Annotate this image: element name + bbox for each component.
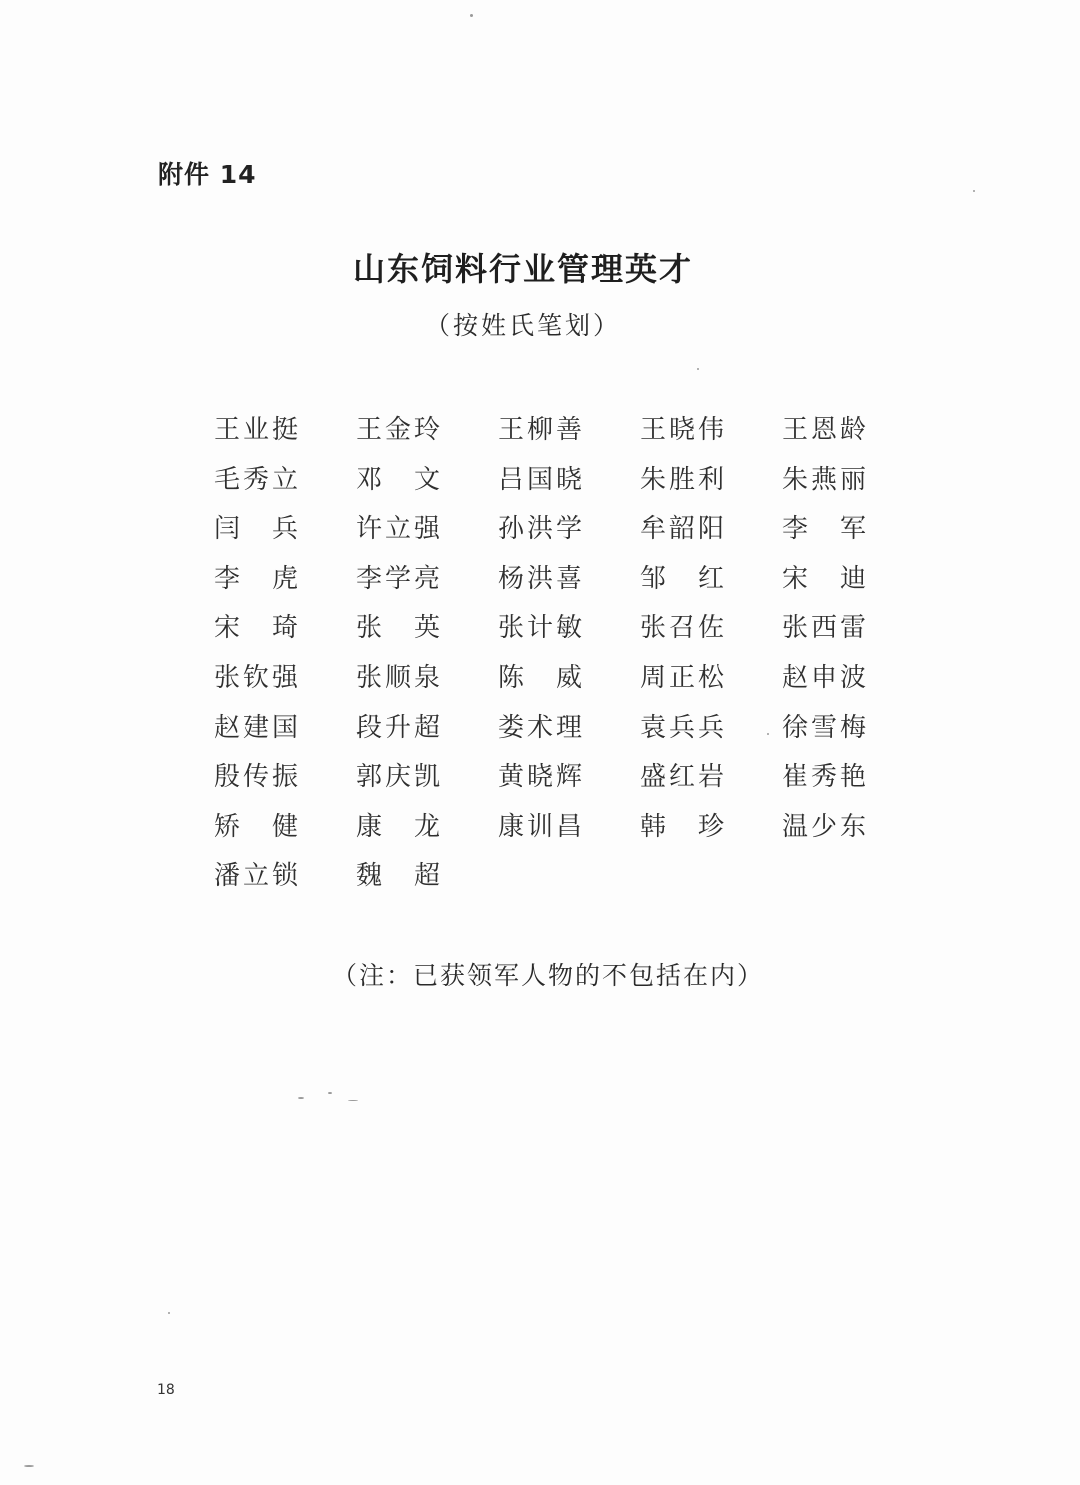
name-entry: 张 西 雷: [782, 613, 866, 644]
name-entry: 陈 威: [498, 662, 582, 693]
scan-speck: [697, 368, 699, 370]
name-entry: 矫 健: [214, 811, 298, 842]
name-entry: 宋 迪: [782, 563, 866, 594]
name-entry: 邓 文: [356, 464, 440, 495]
name-entry: 康 龙: [356, 811, 440, 842]
name-entry: 孙 洪 学: [498, 514, 582, 545]
page-number: 18: [157, 1382, 175, 1398]
name-entry: 杨 洪 喜: [498, 563, 582, 594]
name-entry: 张 顺 泉: [356, 662, 440, 693]
name-entry: 王 金 玲: [356, 415, 440, 445]
scan-speck: [298, 1097, 304, 1099]
name-entry: 潘 立 锁: [214, 861, 298, 892]
document-note: （注：已获领军人物的不包括在内）: [331, 961, 764, 990]
name-entry: 朱 胜 利: [640, 464, 724, 495]
name-entry: 邹 红: [640, 563, 724, 594]
document-title: 山东饲料行业管理英才: [352, 250, 693, 288]
name-entry: 段 升 超: [356, 712, 440, 743]
name-entry: 崔 秀 艳: [782, 762, 866, 793]
document-subtitle: （按姓氏笔划）: [424, 311, 621, 340]
name-entry: 王 柳 善: [498, 415, 582, 445]
name-entry: 盛 红 岩: [640, 762, 724, 793]
scan-speck: [973, 190, 975, 192]
name-entry: 娄 术 理: [498, 712, 582, 743]
name-entry: 徐 雪 梅: [782, 712, 866, 743]
name-entry: 许 立 强: [356, 514, 440, 545]
name-entry: 王 业 挺: [214, 415, 298, 445]
name-entry: 温 少 东: [782, 811, 866, 842]
name-entry: 赵 申 波: [782, 662, 866, 693]
scan-speck: [168, 1312, 170, 1314]
scan-speck: [767, 733, 769, 735]
names-list: [214, 410, 924, 906]
scan-speck: [348, 1100, 358, 1101]
name-entry: 韩 珍: [640, 811, 724, 842]
scan-speck: [24, 1465, 34, 1467]
name-entry: 张 英: [356, 613, 440, 644]
name-entry: 魏 超: [356, 861, 440, 892]
name-entry: 袁 兵 兵: [640, 712, 724, 743]
name-entry: 郭 庆 凯: [356, 762, 440, 793]
name-entry: 殷 传 振: [214, 762, 298, 793]
name-entry: 张 钦 强: [214, 662, 298, 693]
name-entry: 毛 秀 立: [214, 464, 298, 495]
scan-speck: [470, 14, 473, 17]
name-entry: 张 计 敏: [498, 613, 582, 644]
name-entry: 李 虎: [214, 563, 298, 594]
name-entry: 李 军: [782, 514, 866, 545]
name-entry: 牟 韶 阳: [640, 514, 724, 545]
name-entry: 赵 建 国: [214, 712, 298, 743]
name-entry: 王 恩 龄: [782, 415, 866, 445]
name-entry: 宋 琦: [214, 613, 298, 644]
name-entry: 黄 晓 辉: [498, 762, 582, 793]
scan-speck: [328, 1092, 332, 1094]
name-entry: 闫 兵: [214, 514, 298, 545]
name-entry: 康 训 昌: [498, 811, 582, 842]
attachment-label: 附件 14: [158, 160, 257, 189]
name-entry: 张 召 佐: [640, 613, 724, 644]
name-entry: 王 晓 伟: [640, 415, 724, 445]
name-entry: 李 学 亮: [356, 563, 440, 594]
name-entry: 朱 燕 丽: [782, 464, 866, 495]
name-entry: 吕 国 晓: [498, 464, 582, 495]
name-entry: 周 正 松: [640, 662, 724, 693]
